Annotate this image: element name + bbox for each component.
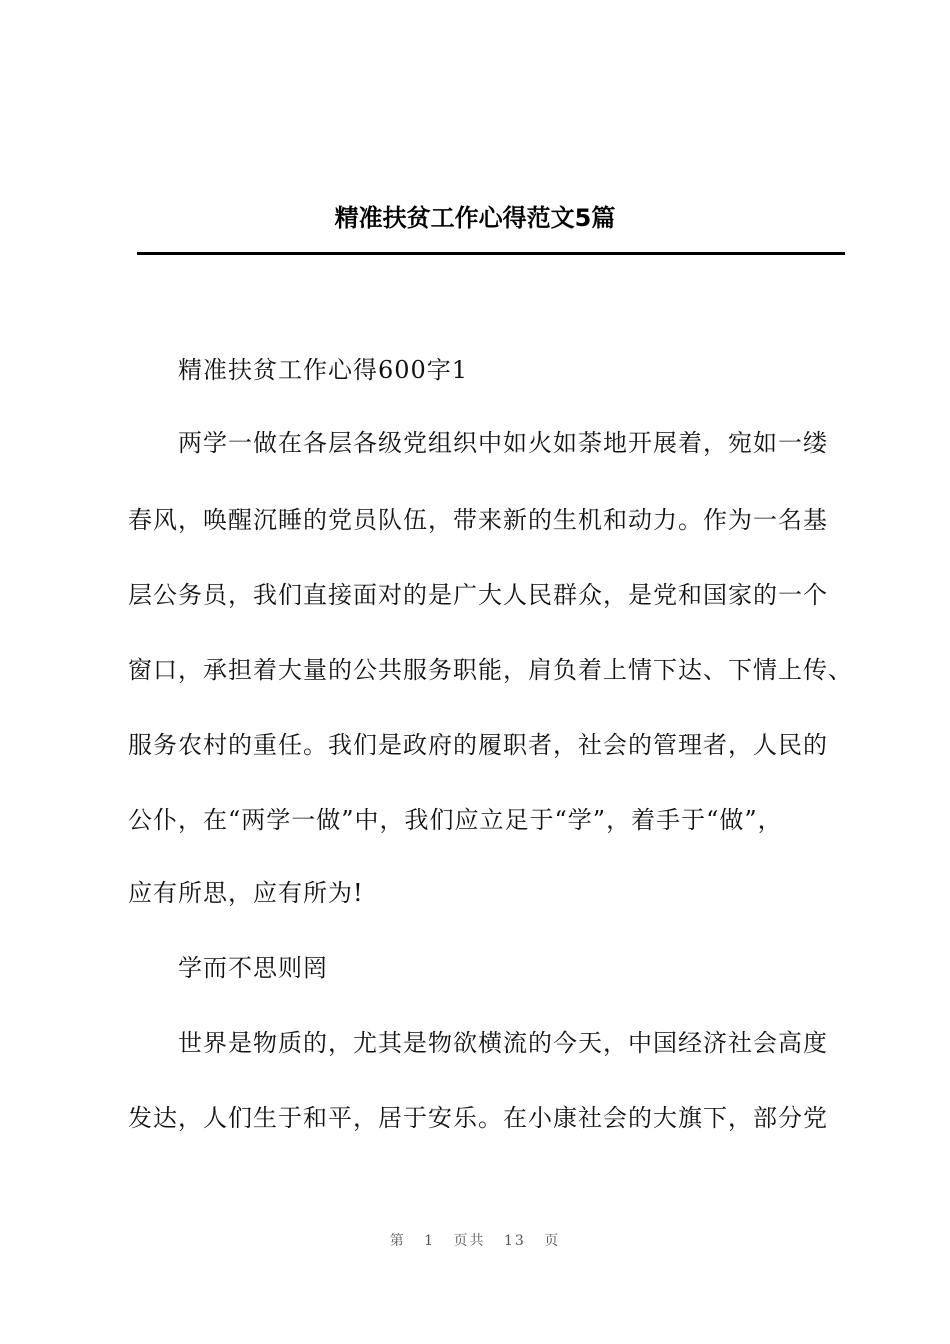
page-footer <box>0 1230 950 1250</box>
title-divider <box>137 252 845 255</box>
footer-middle: 页共 <box>453 1233 486 1249</box>
paragraph-line: 窗口，承担着大量的公共服务职能，肩负着上情下达、下情上传、 <box>128 656 853 684</box>
footer-prefix: 第 <box>389 1233 406 1249</box>
paragraph-line: 世界是物质的，尤其是物欲横流的今天，中国经济社会高度 <box>178 1029 828 1057</box>
section-heading: 精准扶贫工作心得600字1 <box>178 356 469 384</box>
section-heading: 学而不思则罔 <box>178 954 328 982</box>
paragraph-line: 服务农村的重任。我们是政府的履职者，社会的管理者，人民的 <box>128 731 828 759</box>
paragraph-line: 公仆，在“两学一做”中，我们应立足于“学”，着手于“做”， <box>128 806 783 834</box>
paragraph-line: 两学一做在各层各级党组织中如火如荼地开展着，宛如一缕 <box>178 429 828 457</box>
paragraph-line: 发达，人们生于和平，居于安乐。在小康社会的大旗下，部分党 <box>128 1104 828 1132</box>
footer-current-page: 1 <box>424 1233 436 1249</box>
paragraph-line: 应有所思，应有所为! <box>128 879 364 907</box>
page-title: 精准扶贫工作心得范文5篇 <box>334 204 616 232</box>
footer-suffix: 页 <box>544 1233 561 1249</box>
paragraph-line: 春风，唤醒沉睡的党员队伍，带来新的生机和动力。作为一名基 <box>128 506 828 534</box>
paragraph-line: 层公务员，我们直接面对的是广大人民群众，是党和国家的一个 <box>128 581 828 609</box>
footer-total-pages: 13 <box>504 1233 526 1249</box>
